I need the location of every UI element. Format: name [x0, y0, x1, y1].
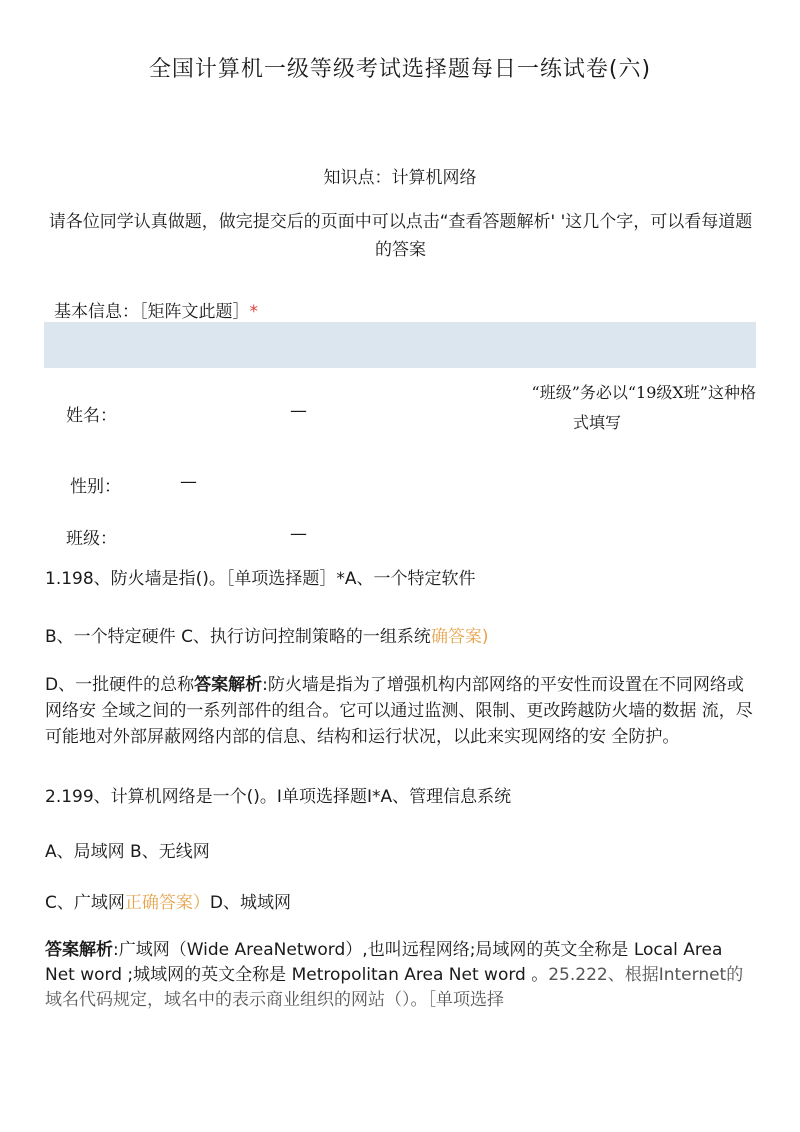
field-input-class[interactable]: — [290, 524, 307, 544]
q1-options-text: B、一个特定硬件 C、执行访问控制策略的一组系统 [45, 627, 431, 647]
q2-option-d: D、城域网 [209, 893, 291, 913]
field-input-name[interactable]: — [290, 401, 307, 421]
q2-stem: 2.199、计算机网络是一个()。I单项选择题I*A、管理信息系统 [45, 787, 512, 807]
basic-info-label: 基本信息：［矩阵文此题］ [54, 302, 250, 322]
field-label-class: 班级： [66, 529, 117, 549]
q1-option-d: D、一批硬件的总称 [45, 675, 195, 695]
field-input-gender[interactable]: — [180, 472, 197, 492]
q1-analysis-label: 答案解析 [194, 675, 263, 695]
q2-correct-answer-tag: 正确答案） [124, 893, 210, 913]
q2-analysis-label: 答案解析 [45, 940, 113, 960]
knowledge-point: 知识点：计算机网络 [323, 168, 477, 188]
document-title: 全国计算机一级等级考试选择题每日一练试卷(六) [148, 57, 652, 82]
q3-stem-partial: 25.222、根据Internet的域名代码规定，域名中的表示商业组织的网站（）。［单项选择 [45, 965, 744, 1010]
q1-options-bc [45, 622, 489, 647]
q2-analysis-text: :广域网（Wide AreaNetword）,也叫远程网络;局域网的英文全称是 Local Area Net word ;城域网的英文全称是 Metropolitan Area Net word 。 [45, 940, 723, 985]
class-format-note [456, 378, 756, 438]
matrix-header-band [44, 322, 756, 368]
basic-info-heading [54, 297, 258, 322]
q1-analysis-text: :防火墙是指为了增强机构内部网络的平安性而设置在不同网络或网络安 全域之间的一系列部件的组合。它可以通过监测、限制、更改跨越防火墙的数据 流，尽可能地对外部屏蔽网络内部的信息、结构和运行状况，以此来实现网络的安 全防护。 [45, 675, 753, 747]
required-mark: * [249, 302, 258, 322]
q1-analysis-block [45, 672, 757, 750]
q1-correct-answer-tag: 确答案) [430, 627, 489, 647]
q2-options-ab: A、局域网 B、无线网 [45, 842, 210, 862]
q2-option-c: C、广域网 [45, 893, 125, 913]
class-format-note-line1: “班级”务必以“19级X班”这种格 [531, 383, 756, 402]
q1-stem: 1.198、防火墙是指()。［单项选择题］*A、一个特定软件 [45, 569, 476, 589]
intro-text: 请各位同学认真做题，做完提交后的页面中可以点击“查看答题解析' '这几个字，可以看每道题的答案 [48, 212, 753, 260]
class-format-note-line2: 式填写 [573, 413, 622, 432]
field-label-name: 姓名： [66, 406, 117, 426]
q2-options-cd [45, 888, 291, 913]
field-label-gender: 性别： [70, 477, 121, 497]
q2-analysis-block [45, 938, 757, 1013]
